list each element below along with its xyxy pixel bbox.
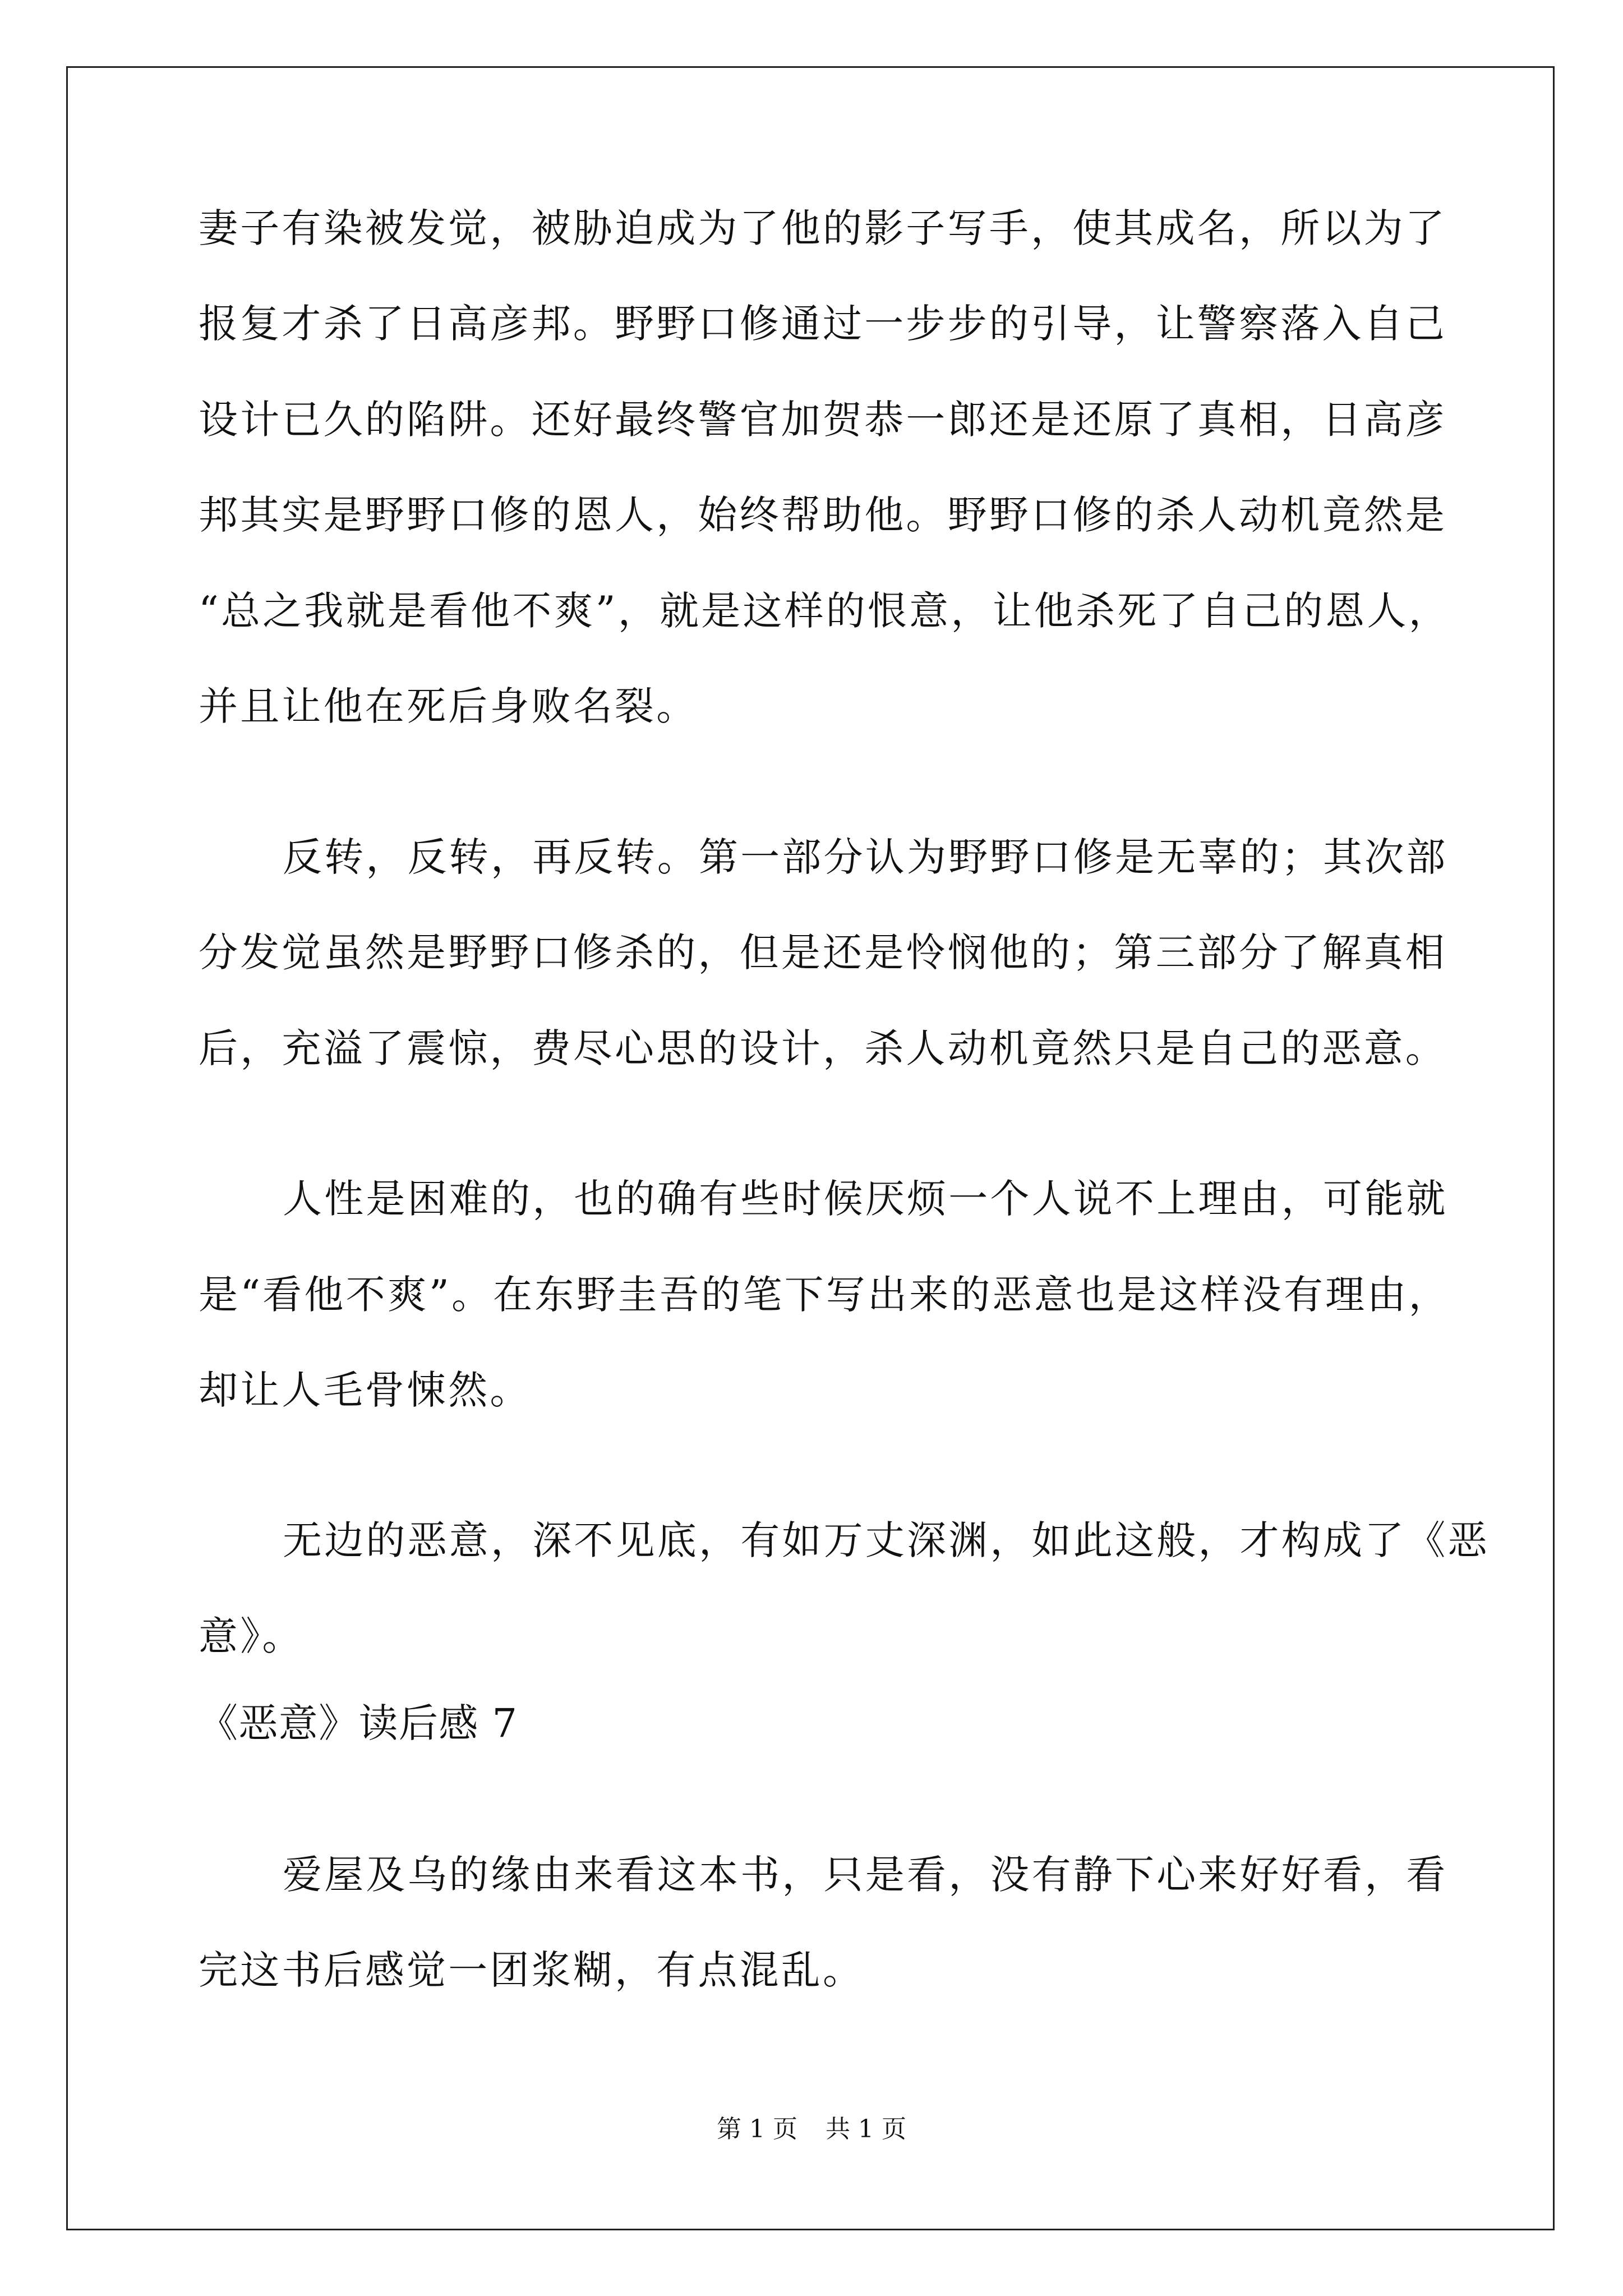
total-pages: 共 1 页 xyxy=(826,2115,906,2143)
text-line: 反转，反转，再反转。第一部分认为野野口修是无辜的；其次部 xyxy=(283,834,1448,880)
section-heading: 《恶意》读后感 7 xyxy=(199,1700,518,1746)
text-line: 报复才杀了日高彦邦。野野口修通过一步步的引导，让警察落入自己 xyxy=(199,301,1447,347)
text-line: 妻子有染被发觉，被胁迫成为了他的影子写手，使其成名，所以为了 xyxy=(199,205,1447,251)
text-line: 却让人毛骨悚然。 xyxy=(199,1367,532,1413)
text-line: 意》。 xyxy=(199,1613,304,1659)
text-line: “总之我就是看他不爽”，就是这样的恨意，让他杀死了自己的恩人， xyxy=(199,588,1450,634)
text-line: 无边的恶意，深不见底，有如万丈深渊，如此这般，才构成了《恶 xyxy=(283,1517,1490,1563)
page-number: 第 1 页 xyxy=(717,2115,797,2143)
text-line: 人性是困难的，也的确有些时候厌烦一个人说不上理由，可能就 xyxy=(283,1176,1448,1222)
text-line: 后，充溢了震惊，费尽心思的设计，杀人动机竟然只是自己的恶意。 xyxy=(199,1025,1447,1071)
text-line: 邦其实是野野口修的恩人，始终帮助他。野野口修的杀人动机竟然是 xyxy=(199,492,1447,538)
page-footer xyxy=(0,2115,1623,2144)
page-border xyxy=(66,66,1555,2230)
text-line: 完这书后感觉一团浆糊，有点混乱。 xyxy=(199,1947,865,1993)
text-line: 并且让他在死后身败名裂。 xyxy=(199,683,698,729)
text-line: 是“看他不爽”。在东野圭吾的笔下写出来的恶意也是这样没有理由， xyxy=(199,1272,1450,1318)
text-line: 设计已久的陷阱。还好最终警官加贺恭一郎还是还原了真相，日高彦 xyxy=(199,397,1447,443)
text-line: 分发觉虽然是野野口修杀的，但是还是怜悯他的；第三部分了解真相 xyxy=(199,930,1447,976)
text-line: 爱屋及乌的缘由来看这本书，只是看，没有静下心来好好看，看 xyxy=(283,1852,1448,1898)
